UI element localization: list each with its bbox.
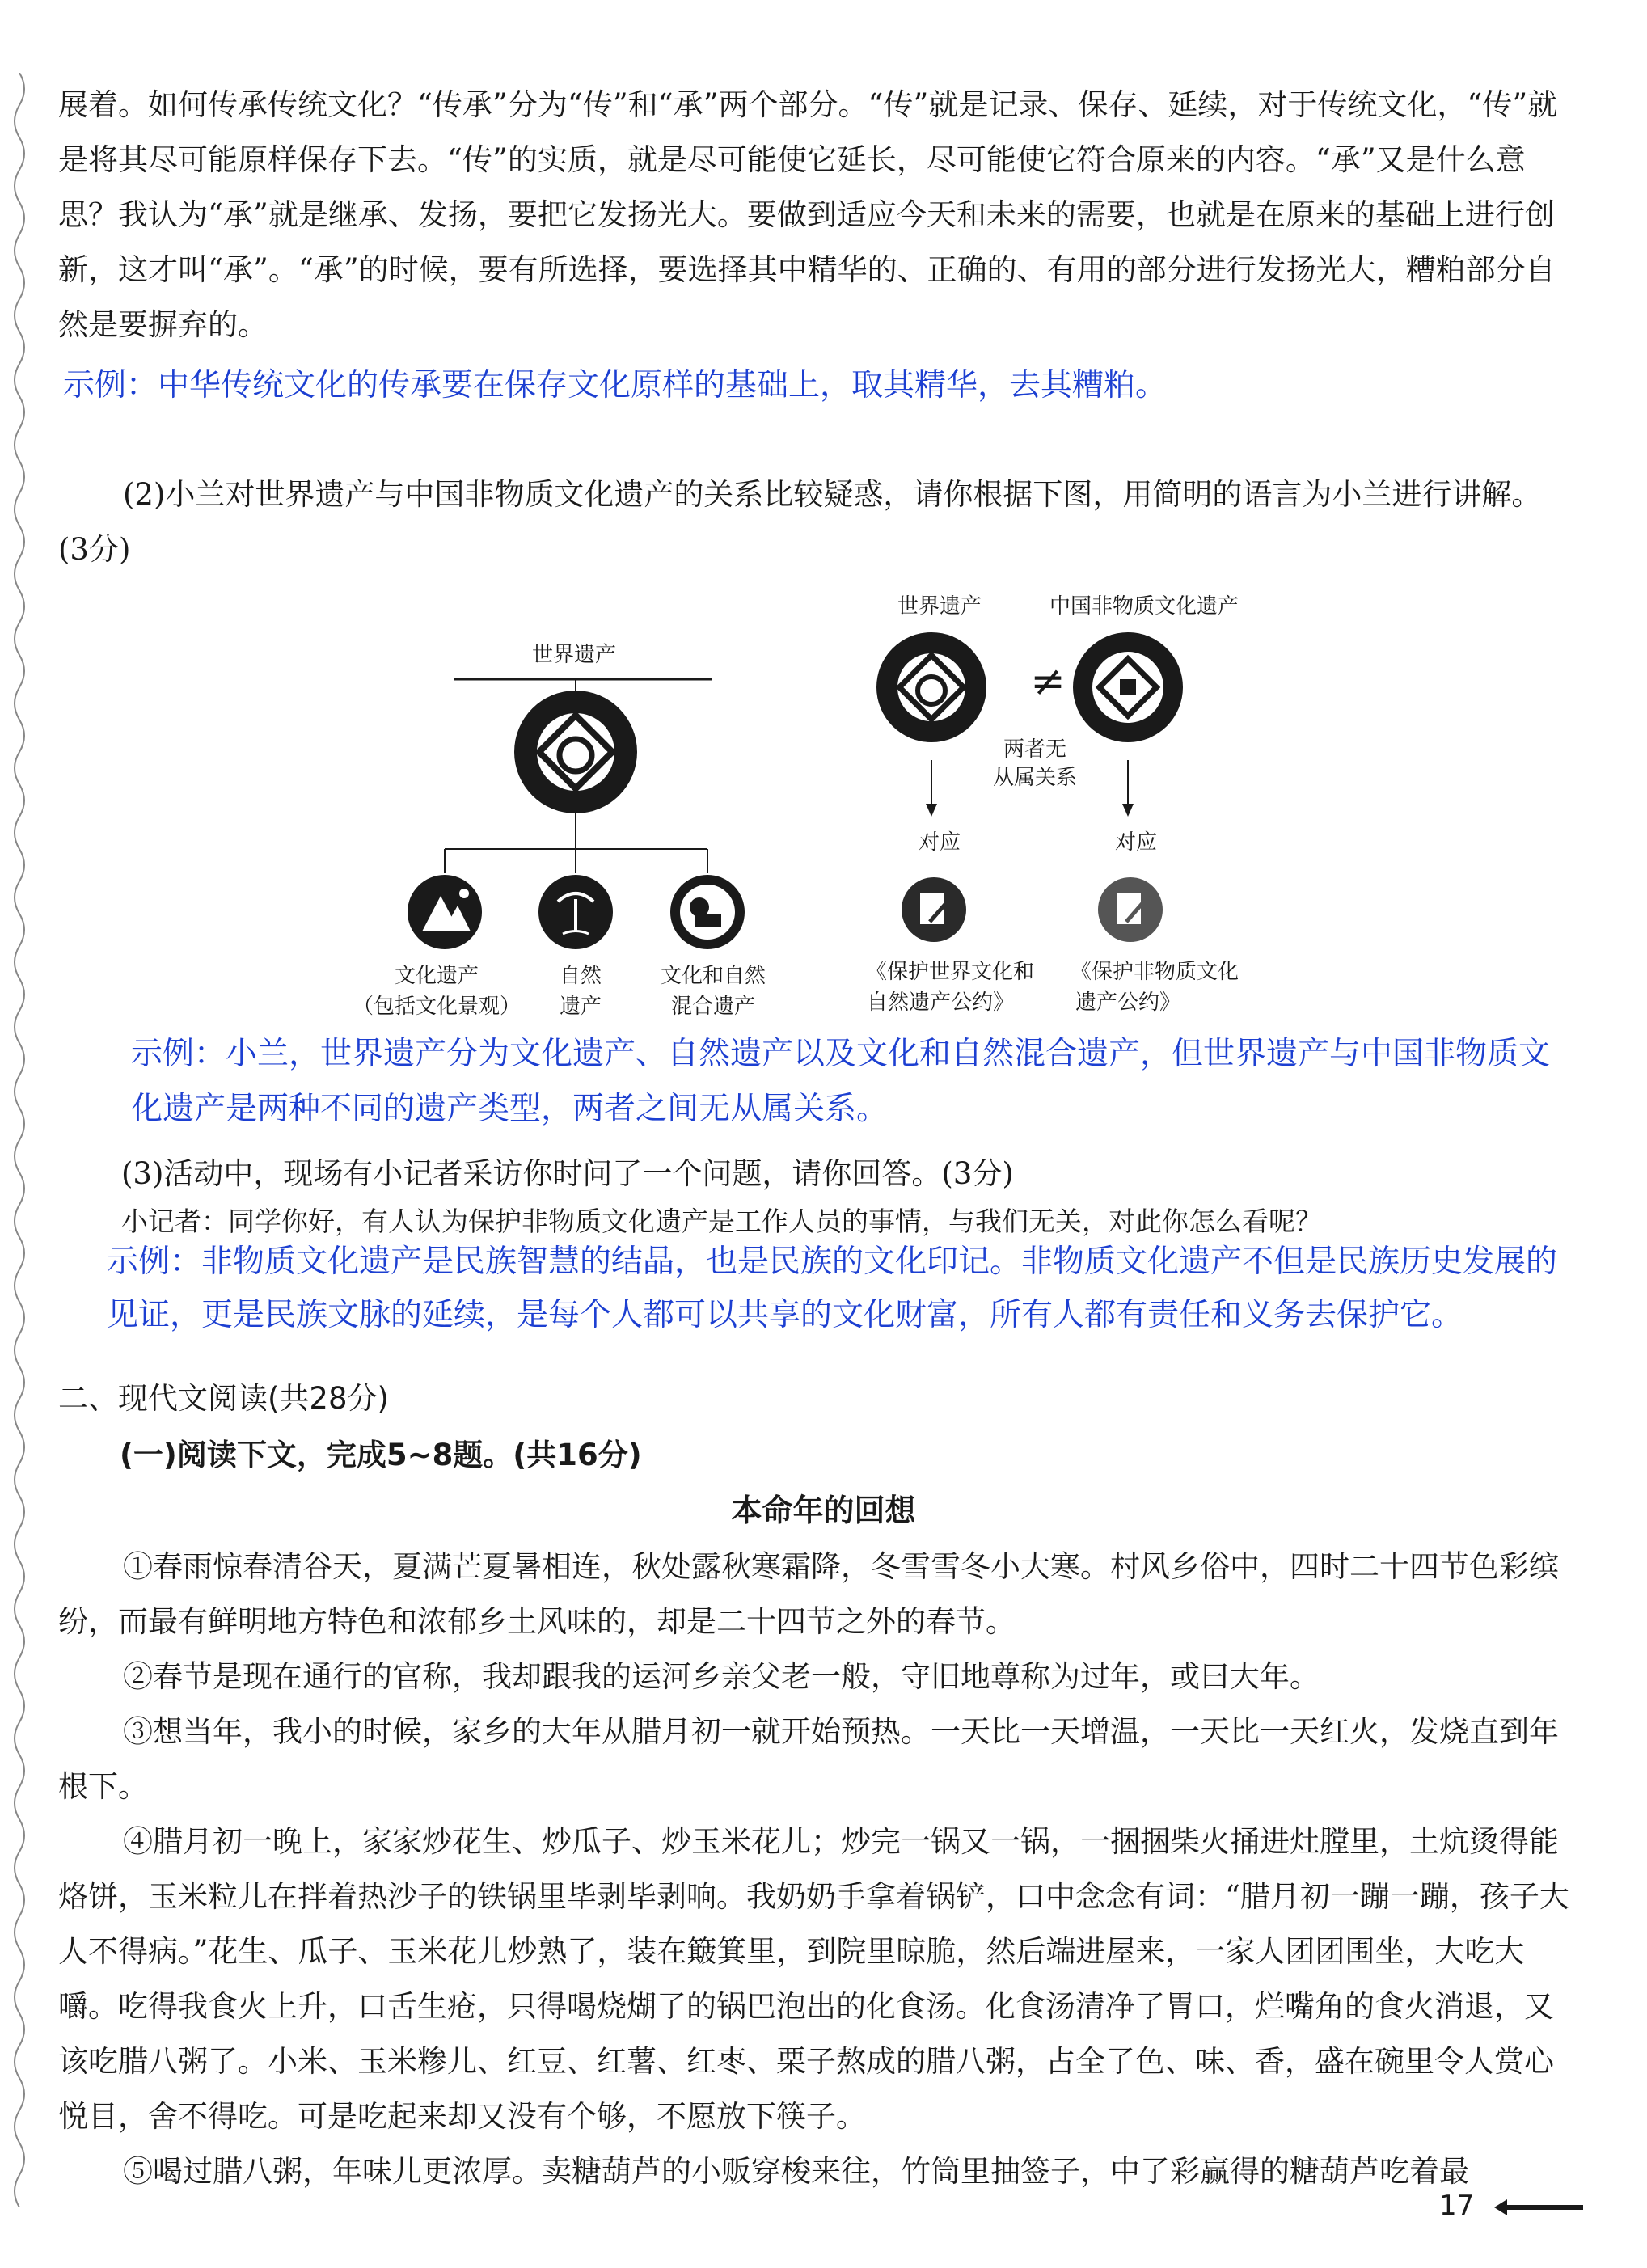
convention-a-line1: 《保护世界文化和 bbox=[865, 960, 1035, 984]
left-border-decoration bbox=[11, 73, 34, 2207]
convention-a-line2: 自然遗产公约》 bbox=[866, 990, 1015, 1015]
convention-doc-icon-b bbox=[1098, 877, 1163, 942]
cat3-line2: 混合遗产 bbox=[670, 995, 756, 1019]
correspond-b: 对应 bbox=[1114, 830, 1158, 855]
article-body bbox=[58, 1539, 1570, 2199]
mountain-icon bbox=[408, 875, 482, 949]
paragraph-2: ②春节是现在通行的官称，我却跟我的运河乡亲父老一般，守旧地尊称为过年，或曰大年。 bbox=[123, 1659, 1320, 1694]
paragraph-4: ④腊月初一晚上，家家炒花生、炒瓜子、炒玉米花儿；炒完一锅又一锅，一捆捆柴火捅进灶膛里，土炕烫得能烙饼，玉米粒儿在拌着热沙子的铁锅里毕剥毕剥响。我奶奶手拿着锅铲，口中念念有词：“腊月初一蹦一蹦，孩子大人不得病。”花生、瓜子、玉米花儿炒熟了，装在簸箕里，到院里晾脆，然后端进屋来，一家人团团围坐，大吃大嚼。吃得我食火上升，口舌生疮，只得喝烧煳了的锅巴泡出的化食汤。化食汤清净了胃口，烂嘴角的食火消退，又该吃腊八粥了。小米、玉米糁儿、红豆、红薯、红枣、栗子熬成的腊八粥，占全了色、味、香，盛在碗里令人赏心悦目，舍不得吃。可是吃起来却又没有个够，不愿放下筷子。 bbox=[58, 1824, 1569, 2134]
paragraph-1: ①春雨惊春清谷天，夏满芒夏暑相连，秋处露秋寒霜降，冬雪雪冬小大寒。村风乡俗中，四时二十四节色彩缤纷，而最有鲜明地方特色和浓郁乡土风味的，却是二十四节之外的春节。 bbox=[58, 1549, 1559, 1639]
right-title-world: 世界遗产 bbox=[897, 594, 982, 619]
answer-1: 示例：中华传统文化的传承要在保存文化原样的基础上，取其精华，去其糟粕。 bbox=[63, 367, 1168, 403]
cat1-line2: （包括文化景观） bbox=[352, 995, 522, 1019]
china-intangible-heritage-emblem-icon bbox=[1073, 632, 1183, 742]
cat3-line1: 文化和自然 bbox=[660, 964, 766, 988]
convention-doc-icon-a bbox=[902, 877, 966, 942]
heritage-diagram bbox=[0, 574, 1647, 1027]
question-2: (2)小兰对世界遗产与中国非物质文化遗产的关系比较疑惑，请你根据下图，用简明的语言为小兰进行讲解。(3分) bbox=[58, 477, 1542, 567]
lion-icon bbox=[670, 875, 745, 949]
page-number bbox=[1439, 2190, 1583, 2222]
passage-continuation: 展着。如何传承传统文化？“传承”分为“传”和“承”两个部分。“传”就是记录、保存、延续，对于传统文化，“传”就是将其尽可能原样保存下去。“传”的实质，就是尽可能使它延长，尽可能使它符合原来的内容。“承”又是什么意思？我认为“承”就是继承、发扬，要把它发扬光大。要做到适应今天和未来的需要，也就是在原来的基础上进行创新，这才叫“承”。“承”的时候，要有所选择，要选择其中精华的、正确的、有用的部分进行发扬光大，糟粕部分自然是要摒弃的。 bbox=[58, 87, 1558, 342]
correspond-a: 对应 bbox=[918, 830, 961, 855]
convention-b-line1: 《保护非物质文化 bbox=[1070, 960, 1239, 984]
answer-2: 示例：小兰，世界遗产分为文化遗产、自然遗产以及文化和自然混合遗产，但世界遗产与中国非物质文化遗产是两种不同的遗产类型，两者之间无从属关系。 bbox=[131, 1036, 1551, 1127]
convention-b-line2: 遗产公约》 bbox=[1075, 990, 1181, 1015]
section-2-heading: 二、现代文阅读(共28分) bbox=[58, 1381, 389, 1416]
question-3: (3)活动中，现场有小记者采访你时问了一个问题，请你回答。(3分) bbox=[121, 1156, 1014, 1191]
answer-3: 示例：非物质文化遗产是民族智慧的结晶，也是民族的文化印记。非物质文化遗产不但是民族历史发展的见证，更是民族文脉的延续，是每个人都可以共享的文化财富，所有人都有责任和义务去保护它。 bbox=[107, 1244, 1558, 1333]
left-diagram-title: 世界遗产 bbox=[531, 643, 617, 667]
section-2-subheading: (一)阅读下文，完成5~8题。(共16分) bbox=[120, 1438, 642, 1472]
relation-line1: 两者无 bbox=[1003, 737, 1067, 762]
page-number-value: 17 bbox=[1439, 2190, 1475, 2222]
article-title: 本命年的回想 bbox=[731, 1493, 916, 1528]
palm-tree-icon bbox=[538, 875, 613, 949]
paragraph-3: ③想当年，我小的时候，家乡的大年从腊月初一就开始预热。一天比一天增温，一天比一天红火，发烧直到年根下。 bbox=[58, 1714, 1559, 1804]
not-equal-sign: ≠ bbox=[1030, 657, 1066, 706]
cat2-line1: 自然 bbox=[559, 964, 602, 988]
cat1-line1: 文化遗产 bbox=[394, 964, 479, 988]
world-heritage-emblem-icon bbox=[514, 691, 637, 813]
question-3-quote: 小记者：同学你好，有人认为保护非物质文化遗产是工作人员的事情，与我们无关，对此你怎么看呢？ bbox=[121, 1206, 1322, 1237]
cat2-line2: 遗产 bbox=[559, 995, 602, 1019]
relation-line2: 从属关系 bbox=[992, 766, 1078, 790]
right-title-china: 中国非物质文化遗产 bbox=[1049, 594, 1239, 619]
paragraph-5: ⑤喝过腊八粥，年味儿更浓厚。卖糖葫芦的小贩穿梭来往，竹筒里抽签子，中了彩赢得的糖葫芦吃着最 bbox=[123, 2154, 1469, 2189]
world-heritage-emblem-small-icon bbox=[876, 632, 986, 742]
arrow-left-icon bbox=[1494, 2198, 1583, 2217]
